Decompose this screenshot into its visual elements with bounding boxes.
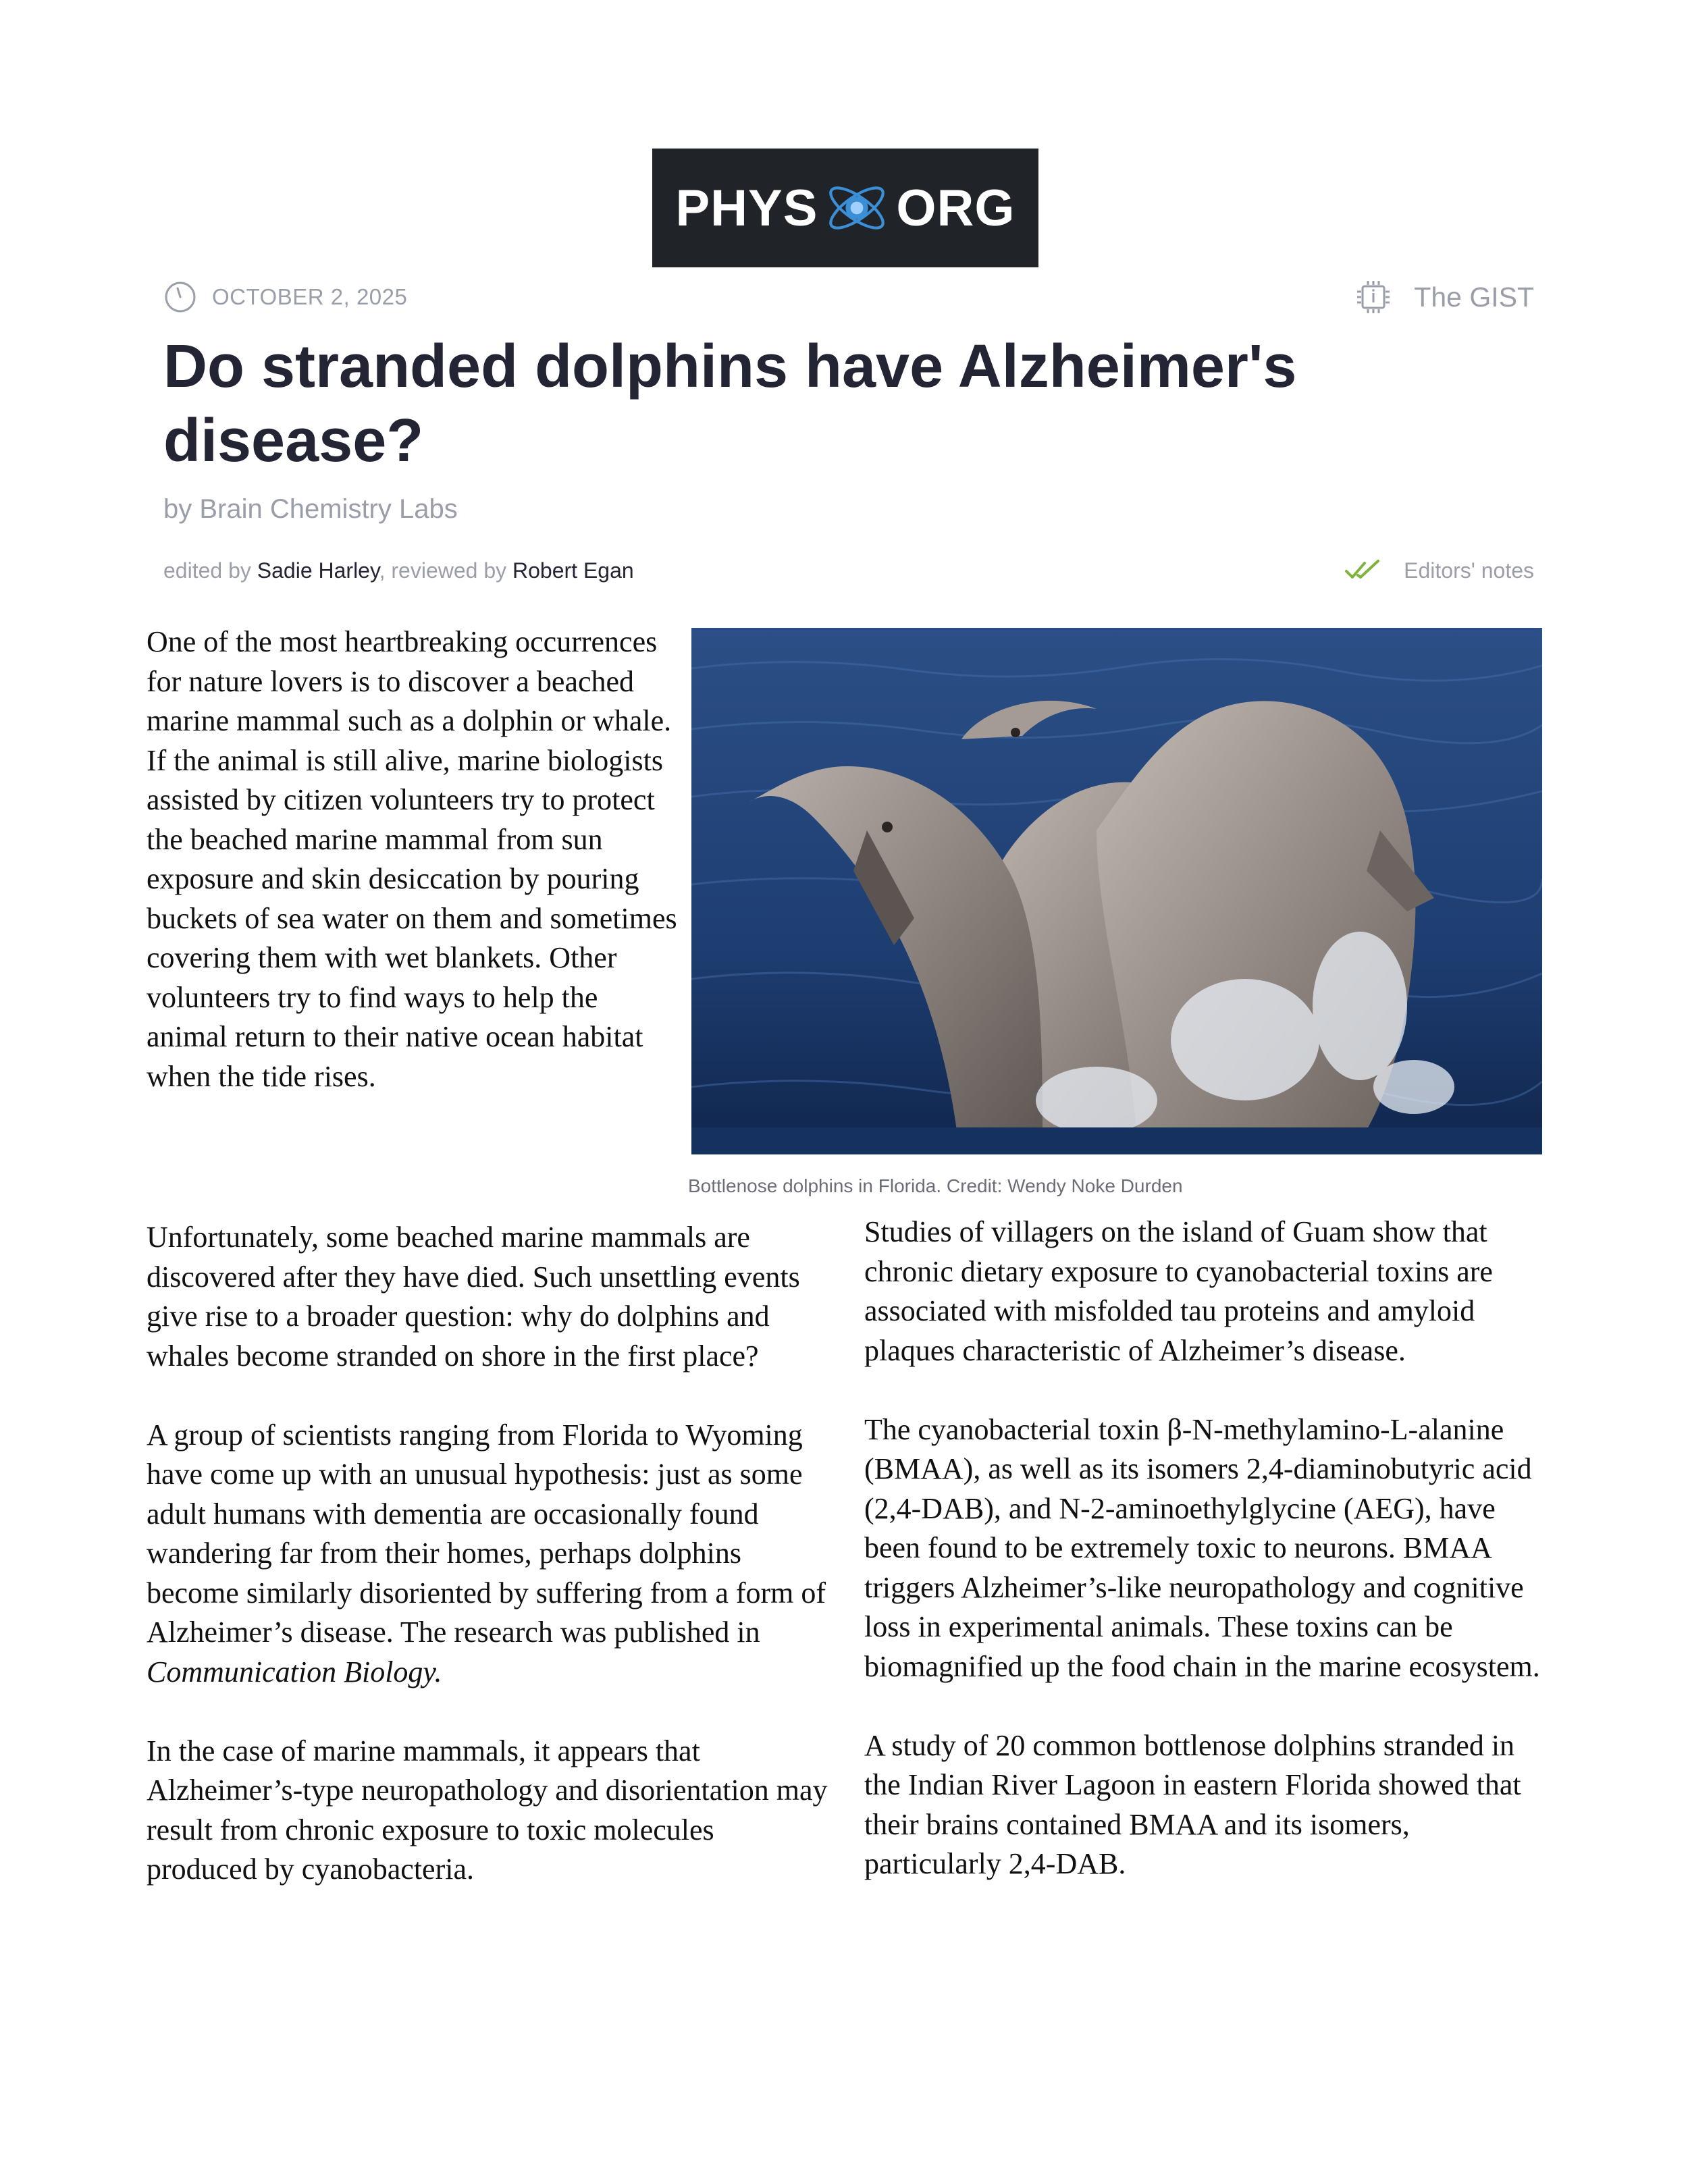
byline: by Brain Chemistry Labs bbox=[163, 494, 458, 524]
photo-caption: Bottlenose dolphins in Florida. Credit: Wendy Noke Durden bbox=[688, 1175, 1183, 1196]
editor-name[interactable]: Sadie Harley bbox=[257, 558, 379, 583]
paragraph-5: Studies of villagers on the island of Guam show that chronic dietary exposure to cyanobacterial toxins are associated with misfolded tau proteins and amyloid plaques characteristic of Alzheimer’s disease. bbox=[864, 1215, 1493, 1367]
paragraph-3 bbox=[147, 1416, 828, 1693]
publish-date-text: OCTOBER 2, 2025 bbox=[212, 284, 408, 309]
the-gist-label: The GIST bbox=[1414, 281, 1534, 313]
paragraph-1: One of the most heartbreaking occurrences for nature lovers is to discover a beached marine mammal such as a dolphin or whale. If the animal is still alive, marine biologists assisted by citizen volunteers try to protect the beached marine mammal from sun exposure and skin desiccation by pouring buckets of sea water on them and sometimes covering them with wet blankets. Other volunteers try to find ways to help the animal return to their native ocean habitat when the tide rises. bbox=[147, 625, 677, 1093]
site-logo[interactable] bbox=[652, 149, 1038, 267]
editors-notes-link[interactable] bbox=[1344, 558, 1534, 583]
paragraph-6: The cyanobacterial toxin β-N-methylamino-L-alanine (BMAA), as well as its isomers 2,4-diaminobutyric acid (2,4-DAB), and N-2-aminoethylglycine (AEG), have been found to be extremely toxic to neurons. BMAA triggers Alzheimer’s-like neuropathology and cognitive loss in experimental animals. These toxins can be biomagnified up the food chain in the marine ecosystem. bbox=[864, 1412, 1540, 1683]
atom-icon bbox=[822, 173, 892, 243]
article-meta-row bbox=[163, 277, 1534, 317]
paragraph-3-text: A group of scientists ranging from Florida to Wyoming have come up with an unusual hypothesis: just as some adult humans with dementia are occasionally found wandering far from their homes, perhaps dolphins become similarly disoriented by suffering from a form of Alzheimer’s disease. The research was published in bbox=[147, 1418, 826, 1649]
article-column-left bbox=[147, 1218, 828, 1929]
dolphins-photo bbox=[691, 628, 1542, 1154]
editorial-credits bbox=[163, 558, 634, 583]
paragraph-2: Unfortunately, some beached marine mammals are discovered after they have died. Such unsettling events give rise to a broader question: why do dolphins and whales become stranded on shore in the first place? bbox=[147, 1221, 800, 1373]
clock-icon bbox=[163, 280, 197, 314]
logo-text-right: ORG bbox=[896, 179, 1016, 237]
logo-text-left: PHYS bbox=[675, 179, 818, 237]
editorial-credits-row bbox=[163, 554, 1534, 587]
paragraph-7: A study of 20 common bottlenose dolphins stranded in the Indian River Lagoon in eastern Florida showed that their brains contained BMAA and its isomers, particularly 2,4-DAB. bbox=[864, 1728, 1521, 1880]
double-check-icon bbox=[1344, 559, 1383, 582]
edited-by-prefix: edited by bbox=[163, 558, 257, 583]
article-column-right bbox=[864, 1213, 1546, 1923]
reviewer-name[interactable]: Robert Egan bbox=[512, 558, 634, 583]
chip-icon bbox=[1354, 278, 1392, 316]
reviewed-by-prefix: , reviewed by bbox=[379, 558, 513, 583]
publish-date bbox=[163, 280, 407, 314]
journal-name: Communication Biology. bbox=[147, 1655, 442, 1688]
article-title: Do stranded dolphins have Alzheimer's disease? bbox=[163, 333, 1297, 475]
the-gist-link[interactable] bbox=[1354, 278, 1534, 316]
paragraph-4: In the case of marine mammals, it appears that Alzheimer’s-type neuropathology and disorientation may result from chronic exposure to toxic molecules produced by cyanobacteria. bbox=[147, 1734, 828, 1886]
dolphins-illustration bbox=[691, 628, 1542, 1154]
editors-notes-label: Editors' notes bbox=[1404, 558, 1534, 583]
article-column-top-left bbox=[147, 622, 680, 1136]
